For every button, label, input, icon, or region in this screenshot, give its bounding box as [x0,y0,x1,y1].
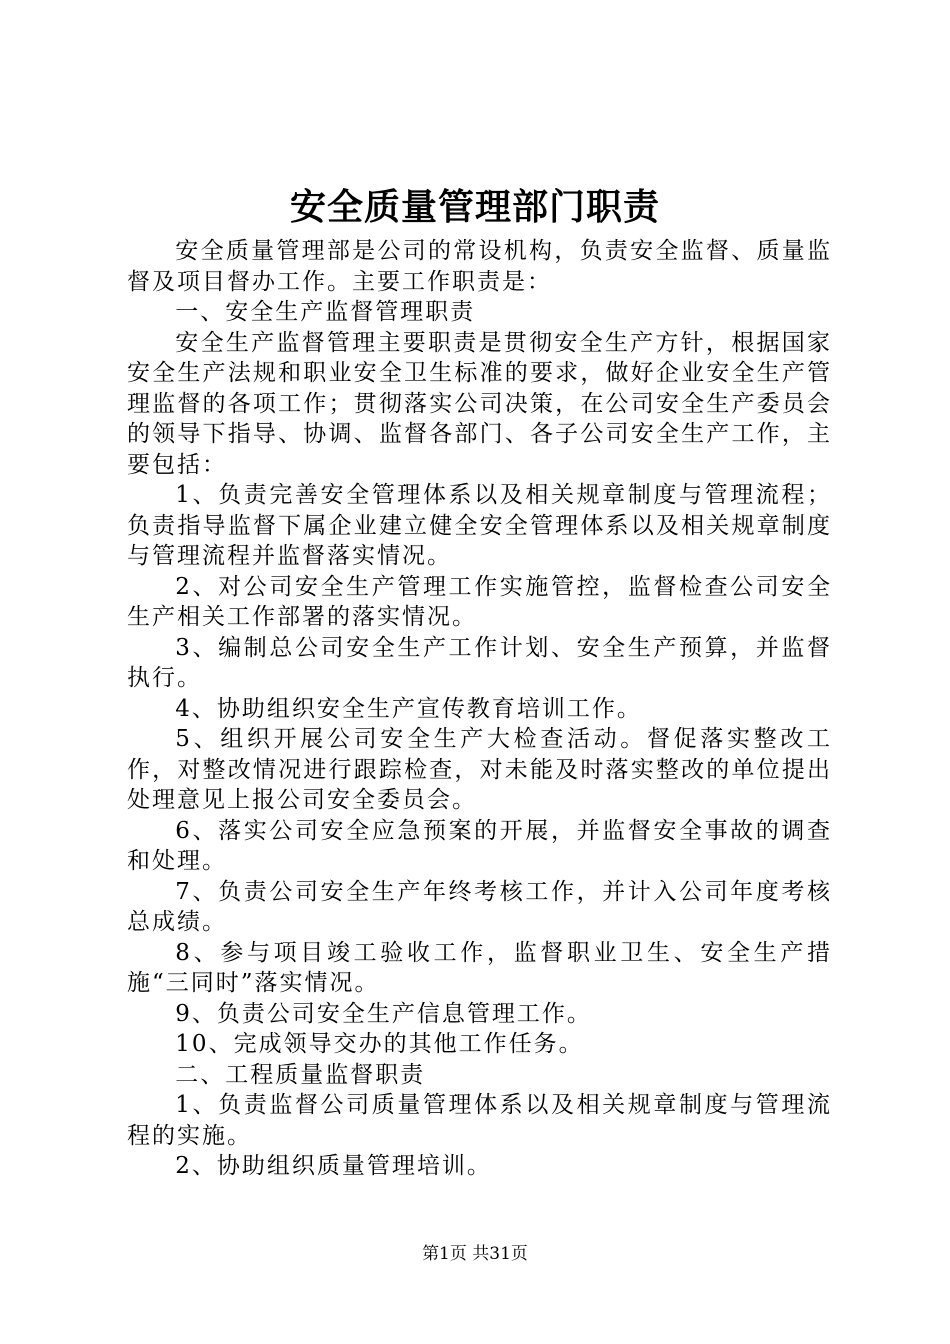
quality-item-1: 1、负责监督公司质量管理体系以及相关规章制度与管理流程的实施。 [127,1092,832,1149]
safety-item-10: 10、完成领导交办的其他工作任务。 [175,1031,584,1057]
safety-item-8: 8、参与项目竣工验收工作，监督职业卫生、安全生产措施“三同时”落实情况。 [127,939,832,996]
safety-item-7: 7、负责公司安全生产年终考核工作，并计入公司年度考核总成绩。 [127,878,832,935]
safety-item-6: 6、落实公司安全应急预案的开展，并监督安全事故的调查和处理。 [127,817,832,874]
section-heading-quality: 二、工程质量监督职责 [175,1061,426,1088]
section-heading-safety: 一、安全生产监督管理职责 [175,299,476,325]
safety-overview-paragraph: 安全生产监督管理主要职责是贯彻安全生产方针，根据国家安全生产法规和职业安全卫生标准的要求，做好企业安全生产管理监督的各项工作；贯彻落实公司决策，在公司安全生产委员会的领导下指导、协调、监督各部门、各子公司安全生产工作，主要包括： [127,329,832,478]
document-title: 安全质量管理部门职责 [289,187,660,228]
safety-item-4: 4、协助组织安全生产宣传教育培训工作。 [175,695,642,722]
intro-paragraph: 安全质量管理部是公司的常设机构，负责安全监督、质量监督及项目督办工作。主要工作职责是： [127,238,832,295]
safety-item-3: 3、编制总公司安全生产工作计划、安全生产预算，并监督执行。 [127,634,832,691]
document-body [127,236,832,1182]
quality-item-2: 2、协助组织质量管理培训。 [175,1153,492,1179]
safety-item-1: 1、负责完善安全管理体系以及相关规章制度与管理流程；负责指导监督下属企业建立健全安全管理体系以及相关规章制度与管理流程并监督落实情况。 [127,482,832,569]
safety-item-9: 9、负责公司安全生产信息管理工作。 [175,1000,592,1027]
safety-item-2: 2、对公司安全生产管理工作实施管控，监督检查公司安全生产相关工作部署的落实情况。 [127,573,832,630]
page-footer: 第1页 共31页 [422,1244,528,1264]
safety-item-5: 5、组织开展公司安全生产大检查活动。督促落实整改工作，对整改情况进行跟踪检查，对未能及时落实整改的单位提出处理意见上报公司安全委员会。 [127,726,832,813]
